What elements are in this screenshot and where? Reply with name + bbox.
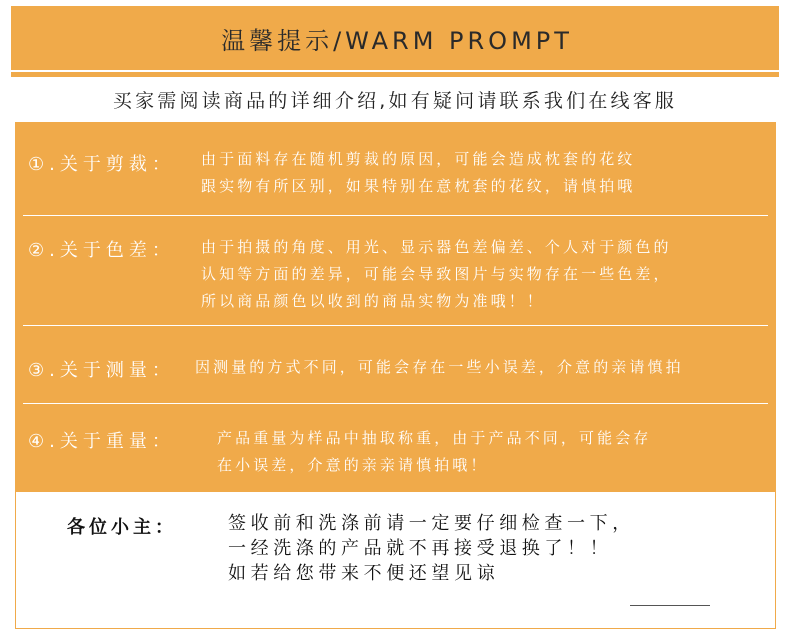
customer-note-body	[228, 511, 635, 586]
section-line: 产品重量为样品中抽取称重，由于产品不同，可能会存	[217, 429, 652, 447]
section-line: 由于面料存在随机剪裁的原因，可能会造成枕套的花纹	[201, 150, 636, 168]
section-body	[217, 425, 651, 479]
section-line: 跟实物有所区别，如果特别在意枕套的花纹，请慎拍哦	[201, 177, 636, 195]
section-body	[201, 234, 672, 315]
signature-underline	[630, 605, 710, 606]
subtitle-notice: 买家需阅读商品的详细介绍,如有疑问请联系我们在线客服	[112, 90, 678, 112]
section-heading: ①.关于剪裁：	[28, 154, 175, 175]
notice-panel	[15, 122, 776, 492]
customer-note-line: 如若给您带来不便还望见谅	[228, 563, 500, 584]
section-divider	[23, 215, 768, 216]
section-heading: ③.关于测量：	[28, 360, 175, 381]
section-body	[195, 354, 684, 381]
section-heading: ④.关于重量：	[28, 431, 175, 452]
header-banner	[11, 6, 779, 70]
section-line: 由于拍摄的角度、用光、显示器色差偏差、个人对于颜色的	[201, 238, 672, 256]
section-line: 在小误差，介意的亲亲请慎拍哦！	[217, 456, 489, 474]
section-line: 所以商品颜色以收到的商品实物为准哦！！	[201, 292, 545, 310]
customer-note-line: 签收前和洗涤前请一定要仔细检查一下，	[228, 513, 635, 534]
section-body	[201, 146, 635, 200]
section-heading: ②.关于色差：	[28, 240, 175, 261]
customer-note-line: 一经洗涤的产品就不再接受退换了！！	[228, 538, 613, 559]
section-divider	[23, 325, 768, 326]
customer-note-box	[15, 492, 776, 629]
section-divider	[23, 403, 768, 404]
customer-note-title: 各位小主：	[67, 517, 177, 538]
section-line: 因测量的方式不同，可能会存在一些小误差，介意的亲请慎拍	[195, 358, 684, 376]
header-title: 温馨提示/WARM PROMPT	[221, 26, 573, 55]
section-line: 认知等方面的差异，可能会导致图片与实物存在一些色差，	[201, 265, 672, 283]
header-divider	[11, 72, 779, 77]
